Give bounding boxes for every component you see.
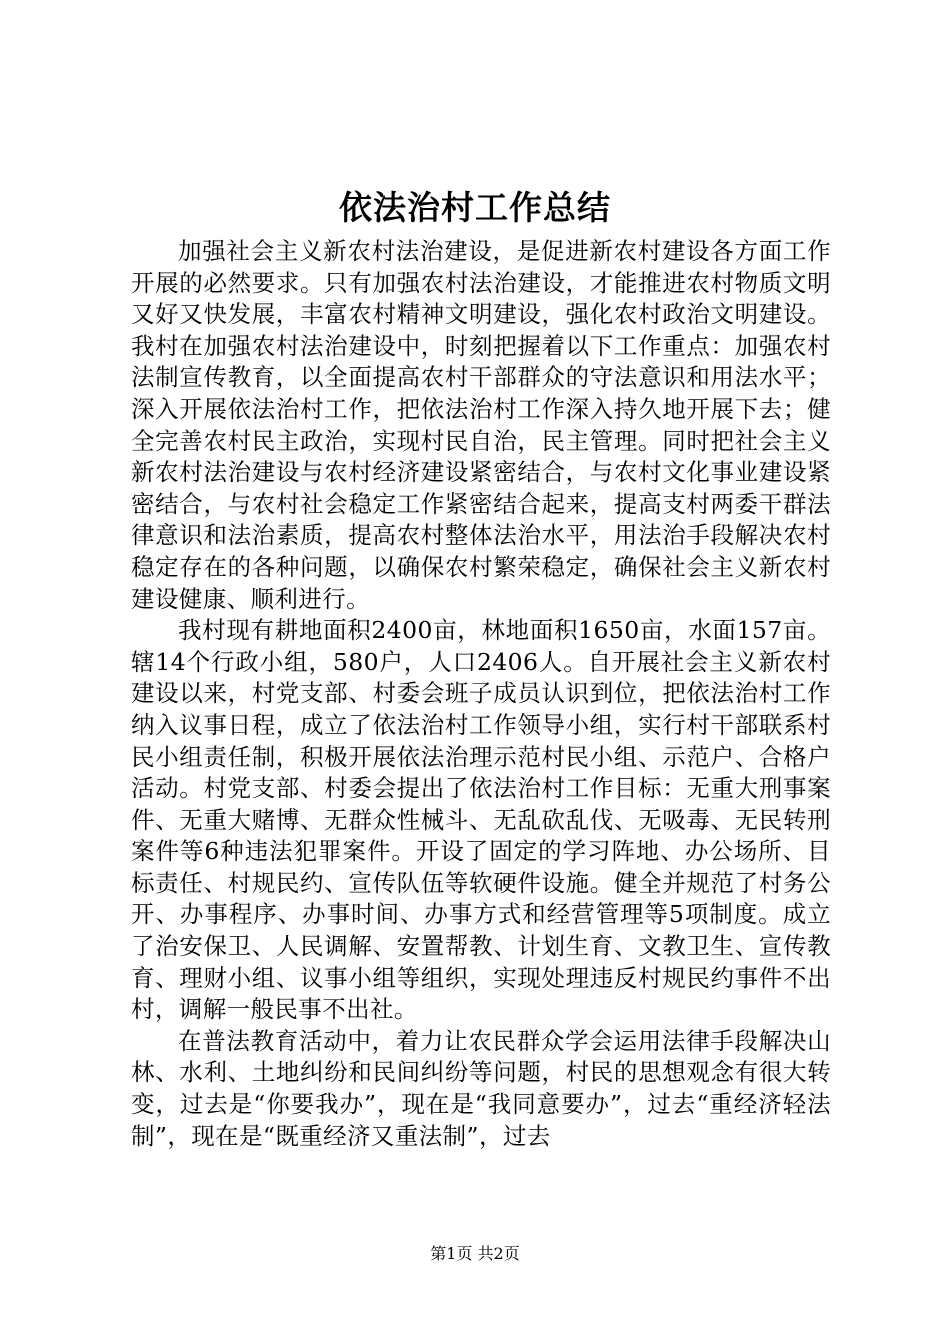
document-title: 依法治村工作总结 xyxy=(339,188,611,227)
document-body xyxy=(131,236,831,1152)
paragraph-1: 加强社会主义新农村法治建设，是促进新农村建设各方面工作开展的必然要求。只有加强农村法治建设，才能推进农村物质文明又好又快发展，丰富农村精神文明建设，强化农村政治文明建设。我村在加强农村法治建设中，时刻把握着以下工作重点：加强农村法制宣传教育，以全面提高农村干部群众的守法意识和用法水平；深入开展依法治村工作，把依法治村工作深入持久地开展下去；健全完善农村民主政治，实现村民自治，民主管理。同时把社会主义新农村法治建设与农村经济建设紧密结合，与农村文化事业建设紧密结合，与农村社会稳定工作紧密结合起来，提高支村两委干群法律意识和法治素质，提高农村整体法治水平，用法治手段解决农村稳定存在的各种问题，以确保农村繁荣稳定，确保社会主义新农村建设健康、顺利进行。 xyxy=(131,237,831,613)
paragraph-2: 我村现有耕地面积2400亩，林地面积1650亩，水面157亩。辖14个行政小组，580户，人口2406人。自开展社会主义新农村建设以来，村党支部、村委会班子成员认识到位，把依法治村工作纳入议事日程，成立了依法治村工作领导小组，实行村干部联系村民小组责任制，积极开展依法治理示范村民小组、示范户、合格户活动。村党支部、村委会提出了依法治村工作目标：无重大刑事案件、无重大赌博、无群众性械斗、无乱砍乱伐、无吸毒、无民转刑案件等6种违法犯罪案件。开设了固定的学习阵地、办公场所、目标责任、村规民约、宣传队伍等软硬件设施。健全并规范了村务公开、办事程序、办事时间、办事方式和经营管理等5项制度。成立了治安保卫、人民调解、安置帮教、计划生育、文教卫生、宣传教育、理财小组、议事小组等组织，实现处理违反村规民约事件不出村，调解一般民事不出社。 xyxy=(131,616,831,1024)
page-footer: 第1页 共2页 xyxy=(430,1244,520,1263)
paragraph-3: 在普法教育活动中，着力让农民群众学会运用法律手段解决山林、水利、土地纠纷和民间纠纷等问题，村民的思想观念有很大转变，过去是“你要我办”，现在是“我同意要办”，过去“重经济轻法制”，现在是“既重经济又重法制”，过去 xyxy=(131,1026,831,1150)
